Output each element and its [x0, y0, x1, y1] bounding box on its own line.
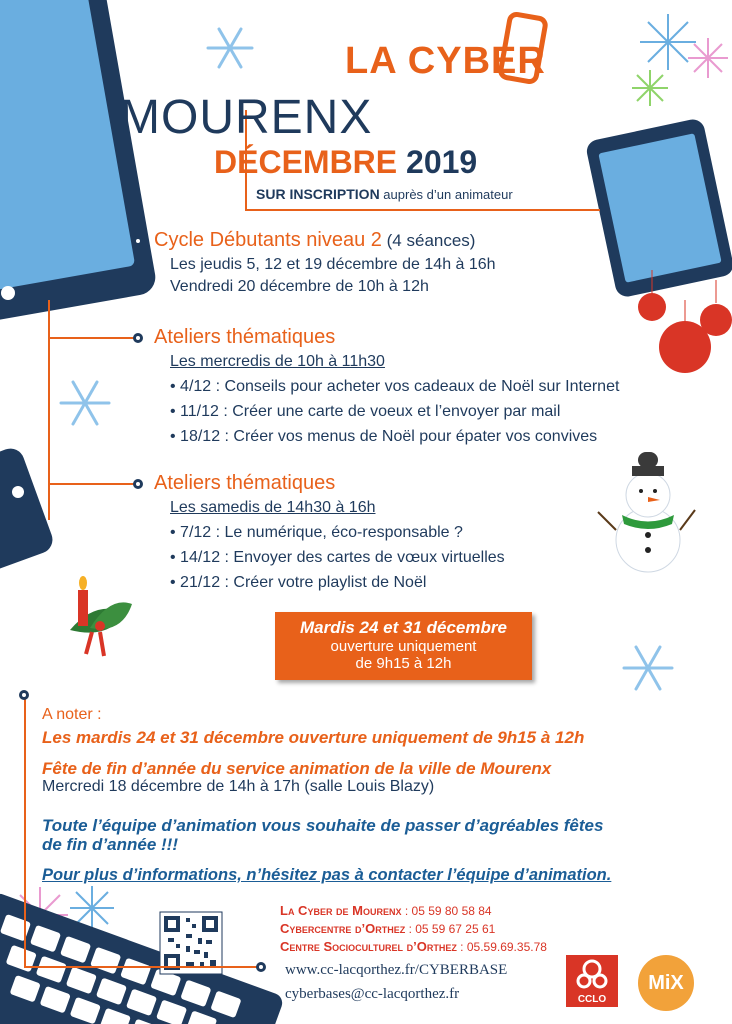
- inscription-bold: SUR INSCRIPTION: [256, 186, 380, 202]
- timeline-dot-3: [133, 479, 143, 489]
- section-cycle-line-1: Les jeudis 5, 12 et 19 décembre de 14h à 16h: [170, 256, 496, 273]
- qr-code: [160, 912, 222, 974]
- section-cycle-title-main: Cycle Débutants niveau 2: [154, 229, 382, 251]
- notes-line-4b: de fin d’année !!!: [42, 835, 178, 854]
- section-cycle-title: [154, 229, 496, 252]
- contact-row: [280, 902, 547, 920]
- snowman-illustration: [598, 452, 695, 572]
- cclo-logo: [566, 955, 618, 1007]
- timeline-dot-5: [256, 962, 266, 972]
- contact-phone: : 05 59 80 58 84: [401, 904, 492, 918]
- contact-phone: : 05.59.69.35.78: [456, 940, 547, 954]
- christmas-balls: [638, 270, 732, 373]
- notes-line-5: Pour plus d’informations, n’hésitez pas à contacter l’équipe d’animation.: [42, 866, 612, 884]
- section-wednesday-line-3: • 18/12 : Créer vos menus de Noël pour épater vos convives: [170, 428, 598, 445]
- section-saturday-line-3: • 21/12 : Créer votre playlist de Noël: [170, 574, 427, 591]
- notes-line-4a: Toute l’équipe d’animation vous souhaite de passer d’agréables fêtes: [42, 816, 604, 835]
- contact-name: La Cyber de Mourenx: [280, 903, 402, 918]
- section-saturday-line-1: • 7/12 : Le numérique, éco-responsable ?: [170, 524, 463, 541]
- year-label: 2019: [406, 144, 478, 180]
- city-title: MOURENX: [120, 91, 373, 144]
- contact-phone: : 05 59 67 25 61: [405, 922, 496, 936]
- timeline-line-top: [245, 209, 600, 211]
- section-wednesday-line-1: • 4/12 : Conseils pour acheter vos cadeaux de Noël sur Internet: [170, 378, 620, 395]
- contact-name: Centre Socioculturel d’Orthez: [280, 939, 457, 954]
- section-wednesday-title: Ateliers thématiques: [154, 326, 336, 348]
- section-cycle-line-2: Vendredi 20 décembre de 10h à 12h: [170, 278, 429, 295]
- section-saturday: [154, 472, 505, 594]
- notice-box-line-2: ouverture uniquement: [330, 638, 477, 655]
- section-cycle: [154, 229, 496, 298]
- section-saturday-title: Ateliers thématiques: [154, 472, 336, 494]
- notice-box: [275, 612, 532, 680]
- notes-label: A noter :: [42, 706, 102, 723]
- keyboard-illustration: [0, 891, 285, 1024]
- inscription-line: [256, 186, 513, 202]
- cclo-logo-mark: [566, 955, 618, 995]
- cclo-logo-text: CCLO: [577, 994, 607, 1005]
- contacts-block: [280, 902, 547, 956]
- section-wednesday-subtitle: Les mercredis de 10h à 11h30: [170, 353, 385, 370]
- contact-row: [280, 920, 547, 938]
- fireworks-top-right: [632, 14, 728, 106]
- tablet-right-illustration: [585, 117, 732, 298]
- timeline-dot-2: [133, 333, 143, 343]
- mix-logo: MiX: [638, 955, 694, 1011]
- section-saturday-line-2: • 14/12 : Envoyer des cartes de vœux virtuelles: [170, 549, 505, 566]
- tablet-illustration: [0, 0, 158, 325]
- timeline-branch-2: [48, 483, 138, 485]
- section-saturday-subtitle: Les samedis de 14h30 à 16h: [170, 499, 376, 516]
- timeline-line-bottom: [24, 695, 26, 967]
- candle-holly-illustration: [70, 576, 132, 656]
- contact-name: Cybercentre d’Orthez: [280, 921, 406, 936]
- email-link[interactable]: cyberbases@cc-lacqorthez.fr: [285, 986, 460, 1002]
- section-wednesday: [154, 326, 619, 448]
- section-cycle-title-extra: (4 séances): [381, 231, 476, 250]
- section-wednesday-line-2: • 11/12 : Créer une carte de voeux et l’envoyer par mail: [170, 403, 561, 420]
- notice-box-line-1: Mardis 24 et 31 décembre: [300, 618, 507, 637]
- timeline-branch-1: [48, 337, 138, 339]
- notes-line-3: Mercredi 18 décembre de 14h à 17h (salle Louis Blazy): [42, 778, 435, 795]
- timeline-dot-1: [133, 236, 143, 246]
- timeline-dot-4: [19, 690, 29, 700]
- timeline-branch-bottom: [24, 966, 258, 968]
- timeline-line-left: [48, 300, 50, 520]
- website-link[interactable]: www.cc-lacqorthez.fr/CYBERBASE: [285, 962, 508, 978]
- contact-row: [280, 938, 547, 956]
- brand-title: LA CYBER: [345, 40, 546, 82]
- month-label: DÉCEMBRE: [214, 144, 398, 180]
- notes-line-1: Les mardis 24 et 31 décembre ouverture uniquement de 9h15 à 12h: [42, 728, 585, 747]
- notice-box-line-3: de 9h15 à 12h: [355, 655, 452, 672]
- notes-line-2: Fête de fin d’année du service animation de la ville de Mourenx: [42, 759, 552, 778]
- inscription-rest: auprès d’un animateur: [379, 187, 513, 202]
- month-year-title: [214, 144, 477, 181]
